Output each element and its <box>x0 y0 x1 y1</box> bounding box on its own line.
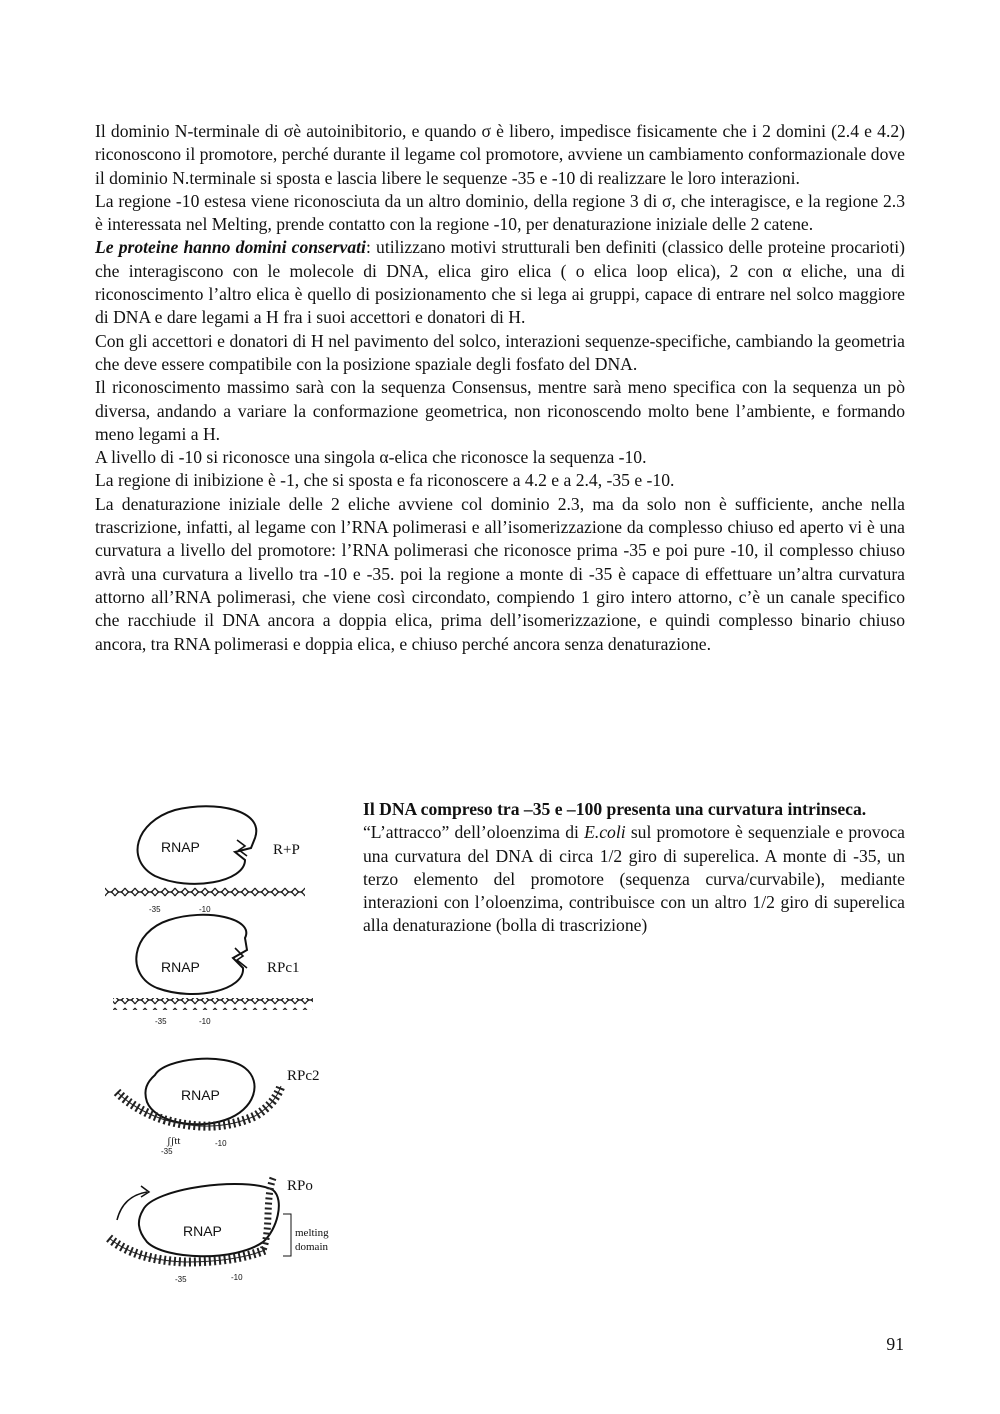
figure-caption <box>363 798 905 938</box>
caption-title: Il DNA compreso tra –35 e –100 presenta una curvatura intrinseca. <box>363 799 867 819</box>
paragraph-region-10: La regione -10 estesa viene riconosciuta da un altro dominio, della regione 3 di σ, che interagisce, e la regione 2.3 è interessata nel Melting, prende contatto con la regione -10, per denaturazione iniziale delle 2 catene. <box>95 190 905 235</box>
rnap-label-1: RNAP <box>161 839 200 855</box>
marker-35-4: -35 <box>175 1275 187 1284</box>
state-label-rpo: RPo <box>287 1178 313 1194</box>
marker-10-1: -10 <box>199 905 211 914</box>
paragraph-n-terminal: Il dominio N-terminale di σè autoinibitorio, e quando σ è libero, impedisce fisicamente che i 2 domini (2.4 e 4.2) riconoscono il promotore, perché durante il legame col promotore, avviene un cambiamento conformazionale dove il dominio N.terminale si sposta e lascia libere le sequenze -35 e -10 di realizzare le loro interazioni. <box>95 121 905 188</box>
caption-body-start: “L’attracco” dell’oloenzima di <box>363 822 585 843</box>
emphasis-conserved-domains: Le proteine hanno domini conservati <box>95 237 366 258</box>
panel-rpc2 <box>117 1059 320 1156</box>
rnap-shape-4 <box>139 1184 279 1256</box>
paragraph-inhibition-region: La regione di inibizione è -1, che si sposta e fa riconoscere a 4.2 e a 2.4, -35 e -10. <box>95 470 675 491</box>
paragraph-acceptors-donors: Con gli accettori e donatori di H nel pavimento del solco, interazioni sequenze-specifiche, cambiando la geometria che deve essere compatibile con la posizione spaziale degli fosfato del DNA. <box>95 330 905 374</box>
rnap-promoter-figure <box>95 790 355 1290</box>
rnap-label-2: RNAP <box>161 959 200 975</box>
caption-body <box>363 821 905 937</box>
state-label-rpc2: RPc2 <box>287 1068 320 1084</box>
page-number: 91 <box>886 1334 904 1354</box>
marker-10-3: -10 <box>215 1139 227 1148</box>
dna-helix-1 <box>105 886 305 898</box>
melting-label-line2: domain <box>295 1241 328 1253</box>
marker-35-3: -35 <box>161 1147 173 1156</box>
paragraph-denaturation: La denaturazione iniziale delle 2 eliche avviene col dominio 2.3, ma da solo non è sufficiente, anche nella trascrizione, infatti, al legame con l’RNA polimerasi e all’isomerizzazione da complesso chiuso ed aperto vi è una curvatura a livello del promotore: l’RNA polimerasi che riconosce prima -35 e poi pure -10, il complesso chiuso avrà una curvatura a livello tra -10 e -35. poi la regione a monte di -35 è capace di effettuare un’altra curvatura attorno all’RNA polimerasi, che viene così circondato, compiendo 1 giro intero attorno, c’è un canale specifico che racchiude il DNA ancora a doppia elica, prima dell’isomerizzazione, e quindi complesso binario chiuso ancora, tra RNA polimerasi e doppia elica, e chiuso perché ancora senza denaturazione. <box>95 493 905 654</box>
panel-r-plus-p <box>105 806 305 914</box>
rnap-shape-2 <box>136 915 247 994</box>
marker-35-1: -35 <box>149 905 161 914</box>
marker-10-2: -10 <box>199 1017 211 1026</box>
paragraph-conserved-domains <box>95 236 905 329</box>
marker-35-2: -35 <box>155 1017 167 1026</box>
rnap-label-4: RNAP <box>183 1223 222 1239</box>
caption-body-end: sul promotore è sequenziale e provoca una curvatura del DNA di circa 1/2 giro di superelica. A monte di -35, un terzo elemento del promotore (sequenza curva/curvabile), mediante interazioni con l’oloenzima, contribuisce con un altro 1/2 giro di superelica alla denaturazione (bolla di trascrizione) <box>363 822 905 936</box>
paragraph-consensus: Il riconoscimento massimo sarà con la sequenza Consensus, mentre sarà meno specifica con la sequenza un pò diversa, andando a variare la conformazione geometrica, non riconoscendo molto bene l’ambiente, e formando meno legami a H. <box>95 377 905 444</box>
panel-rpc1 <box>113 915 313 1026</box>
caption-species: E.coli <box>584 822 626 843</box>
marker-10-4: -10 <box>231 1273 243 1282</box>
dna-helix-2 <box>113 998 313 1010</box>
state-label-r-plus-p: R+P <box>273 842 300 858</box>
melting-label-line1: melting <box>295 1227 329 1239</box>
paragraph-alpha-helix: A livello di -10 si riconosce una singola α-elica che riconosce la sequenza -10. <box>95 447 647 468</box>
rnap-figure-drawing <box>95 790 355 1290</box>
body-text <box>95 120 905 656</box>
rnap-label-3: RNAP <box>181 1087 220 1103</box>
panel-rpo <box>109 1178 329 1284</box>
helix-squiggle-3: ʃʃtt <box>167 1135 181 1147</box>
state-label-rpc1: RPc1 <box>267 960 300 976</box>
paragraph-conserved-domains-text: : utilizzano motivi strutturali ben definiti (classico delle proteine procarioti) che interagiscono con le molecole di DNA, elica giro elica ( o elica loop elica), 2 con α eliche, una di riconoscimento l’altro elica è quello di posizionamento che si lega ai gruppi, capace di entrare nel solco maggiore di DNA e dare legami a H fra i suoi accettori e donatori di H. <box>95 237 905 328</box>
